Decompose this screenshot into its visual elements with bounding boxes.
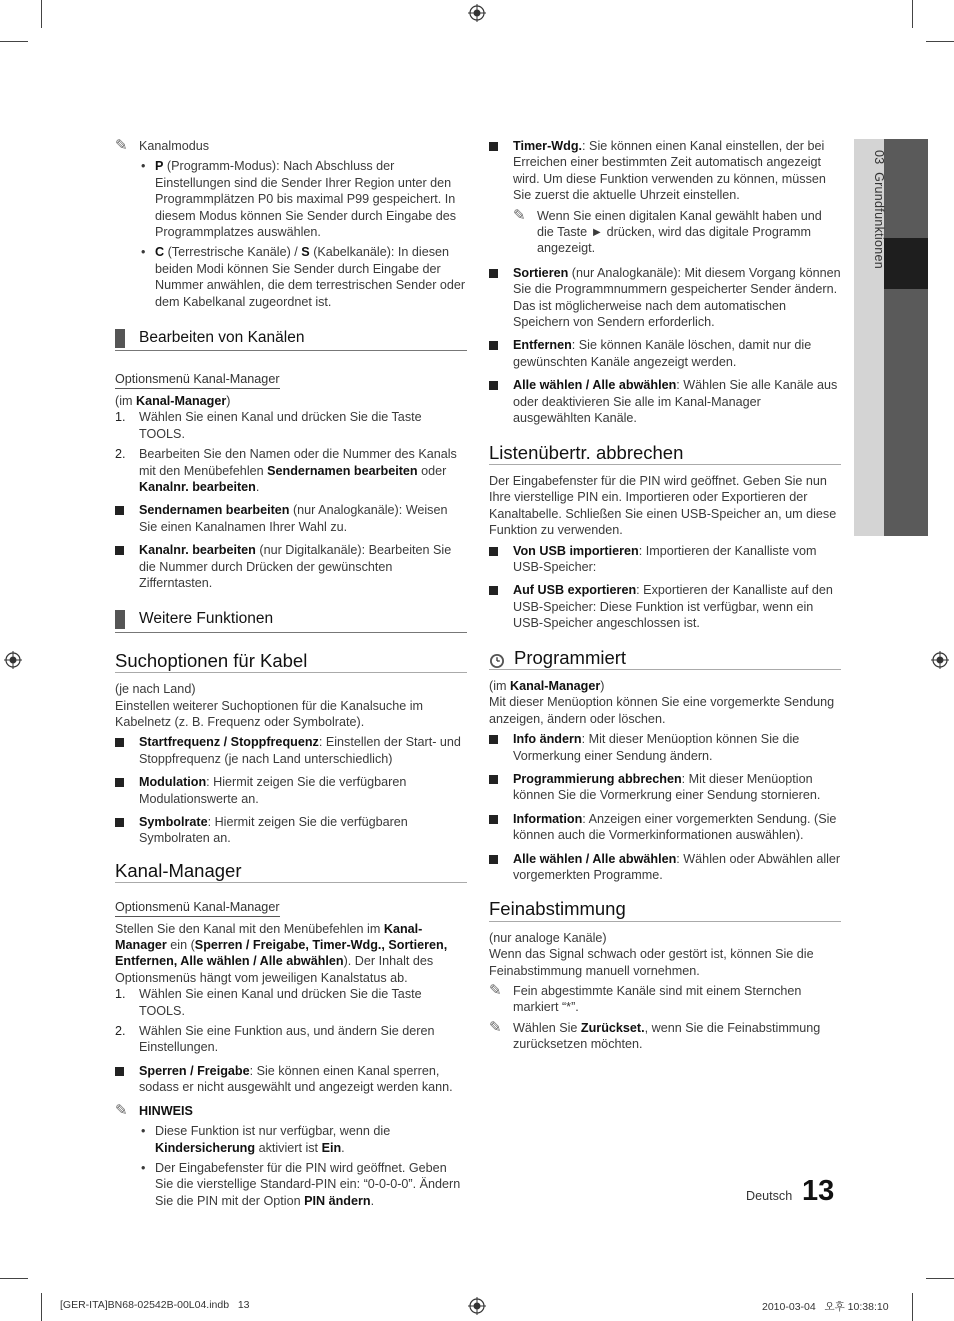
pencil-note-icon: ✎ (489, 1018, 502, 1036)
square-bullet-icon (115, 818, 124, 827)
section-heading-weitere: Weitere Funktionen (115, 605, 467, 632)
list-item: Sperren / Freigabe: Sie können einen Kanal sperren, sodass er nicht ausgewählt und angezeigt werden kann. (115, 1063, 467, 1096)
crop-mark (926, 1278, 954, 1279)
list-item: Information: Anzeigen einer vorgemerkten Sendung. (Sie können auch die Vormerkinformationen auswählen). (489, 811, 841, 844)
pencil-note-icon: ✎ (513, 206, 526, 224)
crop-mark (0, 41, 28, 42)
square-bullet-icon (115, 546, 124, 555)
square-bullet-icon (489, 269, 498, 278)
note-zuruecksetzen: ✎ Wählen Sie Zurückset., wenn Sie die Feinabstimmung zurücksetzen möchten. (489, 1018, 821, 1052)
list-item: Info ändern: Mit dieser Menüoption können Sie die Vormerkung einer Sendung ändern. (489, 731, 841, 764)
square-bullet-icon (489, 381, 498, 390)
square-bullet-icon (115, 738, 124, 747)
pencil-note-icon: ✎ (115, 137, 128, 154)
list-item: Kanalnr. bearbeiten (nur Digitalkanäle): Bearbeiten Sie die Nummer durch Drücken der gewünschten Zifferntasten. (115, 542, 467, 591)
crop-mark (41, 0, 42, 28)
list-item: Entfernen: Sie können Kanäle löschen, damit nur die gewünschten Kanäle angezeigt werden. (489, 337, 841, 370)
note-fein: ✎ Fein abgestimmte Kanäle sind mit einem Sternchen markiert “*”. (489, 982, 802, 1015)
footer-language: Deutsch (746, 1189, 793, 1203)
side-tab-label (852, 150, 886, 300)
square-bullet-icon (489, 855, 498, 864)
note-hinweis: ✎ HINWEIS (115, 1101, 193, 1119)
footer-file: [GER-ITA]BN68-02542B-00L04.indb 13 (60, 1299, 250, 1311)
note-timer: ✎ Wenn Sie einen digitalen Kanal gewählt haben und die Taste ► drücken, wird das digitale Programm angezeigt. (513, 206, 822, 256)
list-item: Alle wählen / Alle abwählen: Wählen oder Abwählen aller vorgemerkten Programme. (489, 851, 841, 884)
list-item: Programmierung abbrechen: Mit dieser Menüoption können Sie die Vormerkrung einer Sendung stornieren. (489, 771, 841, 804)
heading-listen: Listenübertr. abbrechen (489, 445, 841, 465)
square-bullet-icon (489, 586, 498, 595)
list-item: Alle wählen / Alle abwählen: Wählen Sie alle Kanäle aus oder deaktivieren Sie alle im Kanal-Manager ausgewählten Kanäle. (489, 377, 841, 426)
chapter-title: Grundfunktionen (872, 172, 886, 269)
registration-mark-icon (468, 4, 486, 22)
crop-mark (0, 1278, 28, 1279)
step-item: 2. Wählen Sie eine Funktion aus, und ändern Sie deren Einstellungen. (115, 1024, 435, 1055)
list-item: Startfrequenz / Stoppfrequenz: Einstellen der Start- und Stoppfrequenz (je nach Land unterschiedlich) (115, 734, 467, 767)
list-item: Timer-Wdg.: Sie können einen Kanal einstellen, der bei Erreichen einer bestimmten Zeit automatisch angezeigt wird. Um diese Funktion verwenden zu können, müssen Sie zuerst die aktuelle Uhrzeit einstellen. (489, 138, 841, 204)
registration-mark-icon (4, 651, 22, 669)
pencil-note-icon: ✎ (115, 1101, 128, 1119)
right-column: Timer-Wdg.: Sie können einen Kanal einstellen, der bei Erreichen einer bestimmten Zeit automatisch angezeigt wird. Um diese Funktion verwenden zu können, müssen Sie zuerst die aktuelle Uhrzeit einstellen. ✎ Wenn Sie einen digitalen Kanal gewählt haben und die Taste ► drücken, wird das digitale Programm angezeigt. Sortieren (nur Analogkanäle): Mit diesem Vorgang können Sie die Programmnummern gespeicherter Sender ändern. Das ist möglicherweise nach dem automatischen Speichern von Sendern erforderlich. Entfernen: Sie können Kanäle löschen, damit nur die gewünschten Kanäle angezeigt werden. Alle wählen / Alle abwählen: Wählen Sie alle Kanäle aus oder deaktivieren Sie alle im Kanal-Manager ausgewählten Kanäle. Listenübertr. abbrechen Der Eingabefenster für die PIN wird geöffnet. Geben Sie nun Ihre vierstellige PIN ein. Importieren oder Exportieren der Kanaltabelle. Schließen Sie einen USB-Speicher an, um diese Funktion zu verwenden. Von USB importieren: Importieren der Kanalliste vom USB-Speicher: Auf USB exportieren: Exportieren der Kanalliste auf den USB-Speicher: Diese Funktion ist verfügbar, wenn ein USB-Speicher angeschlossen ist. Programmiert (im Kanal-Manager) Mit dieser Menüoption können Sie eine vorgemerkte Sendung anzeigen, ändern oder löschen. Info ändern: Mit dieser Menüoption können Sie die Vormerkung einer Sendung ändern. Programmierung abbrechen: Mit dieser Menüoption können Sie die Vormerkrung einer Sendung stornieren. Information: Anzeigen einer vorgemerkten Sendung. (Sie können auch die Vormerkinformationen auswählen). Alle wählen / Alle abwählen: Wählen oder Abwählen aller vorgemerkten Programme. Feinabstimmung (nur analoge Kanäle) Wenn das Signal schwach oder gestört ist, können Sie die Feinabstimmung manuell vornehmen. ✎ Fein abgestimmte Kanäle sind mit einem Sternchen markiert “*”. ✎ Wählen Sie Zurückset., wenn Sie die Feinabstimmung zurücksetzen möchten. (489, 139, 841, 1052)
context-line: (im Kanal-Manager) (489, 678, 605, 693)
list-item: • Der Eingabefenster für die PIN wird geöffnet. Geben Sie die vierstellige Standard-PIN ein: “0-0-0-0”. Ändern Sie die PIN mit der Option PIN ändern. (141, 1160, 461, 1208)
step-item: 1. Wählen Sie einen Kanal und drücken Sie die Taste TOOLS. (115, 987, 422, 1018)
note-kanalmodus: ✎ Kanalmodus (115, 137, 210, 154)
list-item: Sendernamen bearbeiten (nur Analogkanäle): Weisen Sie einen Kanalnamen Ihrer Wahl zu. (115, 502, 467, 535)
square-bullet-icon (489, 775, 498, 784)
side-tab-marker (884, 238, 928, 289)
square-bullet-icon (489, 735, 498, 744)
step-item: 2. Bearbeiten Sie den Namen oder die Nummer des Kanals mit den Menübefehlen Sendernamen bearbeiten oder Kanalnr. bearbeiten. (115, 447, 457, 494)
heading-programmiert: Programmiert (489, 650, 841, 670)
left-column: ✎ Kanalmodus • P (Programm-Modus): Nach Abschluss der Einstellungen sind die Sender Ihrer Region unter den Programmplätzen P0 bis maximal P99 gespeichert. In diesem Modus können Sie Sender durch Eingabe des Programmplatzes auswählen. • C (Terrestrische Kanäle) / S (Kabelkanäle): In diesen beiden Modi können Sie Sender durch Eingabe der Nummer anwählen, die dem terrestrischen Sender oder dem Kabelkanal zugeordnet ist. Bearbeiten von Kanälen Optionsmenü Kanal-Manager (im Kanal-Manager) 1. Wählen Sie einen Kanal und drücken Sie die Taste TOOLS. 2. Bearbeiten Sie den Namen oder die Nummer des Kanals mit den Menübefehlen Sendernamen bearbeiten oder Kanalnr. bearbeiten. Sendernamen bearbeiten (nur Analogkanäle): Weisen Sie einen Kanalnamen Ihrer Wahl zu. Kanalnr. bearbeiten (nur Digitalkanäle): Bearbeiten Sie die Nummer durch Drücken der gewünschten Zifferntasten. Weitere Funktionen Suchoptionen für Kabel (je nach Land) Einstellen weiterer Suchoptionen für die Kanalsuche im Kabelnetz (z. B. Frequenz oder Symbolrate). Startfrequenz / Stoppfrequenz: Einstellen der Start- und Stoppfrequenz (je nach Land unterschiedlich) Modulation: Hiermit zeigen Sie die verfügbaren Modulationswerte an. Symbolrate: Hiermit zeigen Sie die verfügbaren Symbolraten an. Kanal-Manager Optionsmenü Kanal-Manager Stellen Sie den Kanal mit den Menübefehlen im Kanal-Manager ein (Sperren / Freigabe, Timer-Wdg., Sortieren, Entfernen, Alle wählen / Alle abwählen). Der Inhalt des Optionsmenüs hängt vom jeweiligen Kanalstatus ab. 1. Wählen Sie einen Kanal und drücken Sie die Taste TOOLS. 2. Wählen Sie eine Funktion aus, und ändern Sie deren Einstellungen. Sperren / Freigabe: Sie können einen Kanal sperren, sodass er nicht ausgewählt und angezeigt werden kann. ✎ HINWEIS • Diese Funktion ist nur verfügbar, wenn die Kindersicherung aktiviert ist Ein. • Der Eingabefenster für die PIN wird geöffnet. Geben Sie die vierstellige Standard-PIN ein: “0-0-0-0”. Ändern Sie die PIN mit der Option PIN ändern. (115, 137, 466, 1208)
crop-mark (41, 1293, 42, 1321)
section-heading-bearbeiten: Bearbeiten von Kanälen (115, 324, 467, 351)
square-bullet-icon (489, 547, 498, 556)
list-item: Symbolrate: Hiermit zeigen Sie die verfügbaren Symbolraten an. (115, 814, 467, 847)
submenu-label: Optionsmenü Kanal-Manager (115, 899, 280, 916)
square-bullet-icon (489, 341, 498, 350)
list-item: Auf USB exportieren: Exportieren der Kanalliste auf den USB-Speicher: Diese Funktion ist verfügbar, wenn ein USB-Speicher angeschlossen ist. (489, 582, 841, 631)
crop-mark (912, 1293, 913, 1321)
list-item: • Diese Funktion ist nur verfügbar, wenn die Kindersicherung aktiviert ist Ein. (141, 1124, 391, 1155)
side-tab-dark (884, 139, 928, 536)
step-item: 1. Wählen Sie einen Kanal und drücken Sie die Taste TOOLS. (115, 410, 422, 441)
list-item: Sortieren (nur Analogkanäle): Mit diesem Vorgang können Sie die Programmnummern gespeicherter Sender ändern. Das ist möglicherweise nach dem automatischen Speichern von Sendern erforderlich. (489, 265, 841, 331)
heading-kanal-manager: Kanal-Manager (115, 863, 467, 883)
square-bullet-icon (115, 506, 124, 515)
list-item: Modulation: Hiermit zeigen Sie die verfügbaren Modulationswerte an. (115, 774, 467, 807)
square-bullet-icon (115, 1067, 124, 1076)
footer-timestamp: 2010-03-04 오후 10:38:10 (762, 1301, 889, 1313)
registration-mark-icon (931, 651, 949, 669)
list-item: Von USB importieren: Importieren der Kanalliste vom USB-Speicher: (489, 543, 841, 576)
crop-mark (926, 41, 954, 42)
list-item: • C (Terrestrische Kanäle) / S (Kabelkanäle): In diesen beiden Modi können Sie Sender durch Eingabe der Nummer anwählen, die dem terrestrischen Sender oder dem Kabelkanal zugeordnet ist. (141, 245, 466, 309)
clock-icon (489, 653, 505, 669)
heading-feinabstimmung: Feinabstimmung (489, 901, 841, 921)
context-line: (im Kanal-Manager) (115, 393, 231, 408)
square-bullet-icon (489, 815, 498, 824)
list-item: • P (Programm-Modus): Nach Abschluss der Einstellungen sind die Sender Ihrer Region unter den Programmplätzen P0 bis maximal P99 gespeichert. In diesem Modus können Sie Sender durch Eingabe des Programmplatzes auswählen. (141, 159, 457, 240)
crop-mark (912, 0, 913, 28)
registration-mark-icon (468, 1297, 486, 1315)
page-number: 13 (802, 1175, 835, 1207)
submenu-label: Optionsmenü Kanal-Manager (115, 371, 280, 388)
square-bullet-icon (115, 778, 124, 787)
heading-suchoptionen: Suchoptionen für Kabel (115, 653, 467, 673)
chapter-number: 03 (872, 150, 886, 165)
square-bullet-icon (489, 142, 498, 151)
pencil-note-icon: ✎ (489, 982, 502, 1000)
km-paragraph: Stellen Sie den Kanal mit den Menübefehlen im Kanal-Manager ein (Sperren / Freigabe, Timer-Wdg., Sortieren, Entfernen, Alle wählen / Alle abwählen). Der Inhalt des Optionsmenüs hängt vom jeweiligen Kanalstatus ab. (115, 921, 448, 985)
